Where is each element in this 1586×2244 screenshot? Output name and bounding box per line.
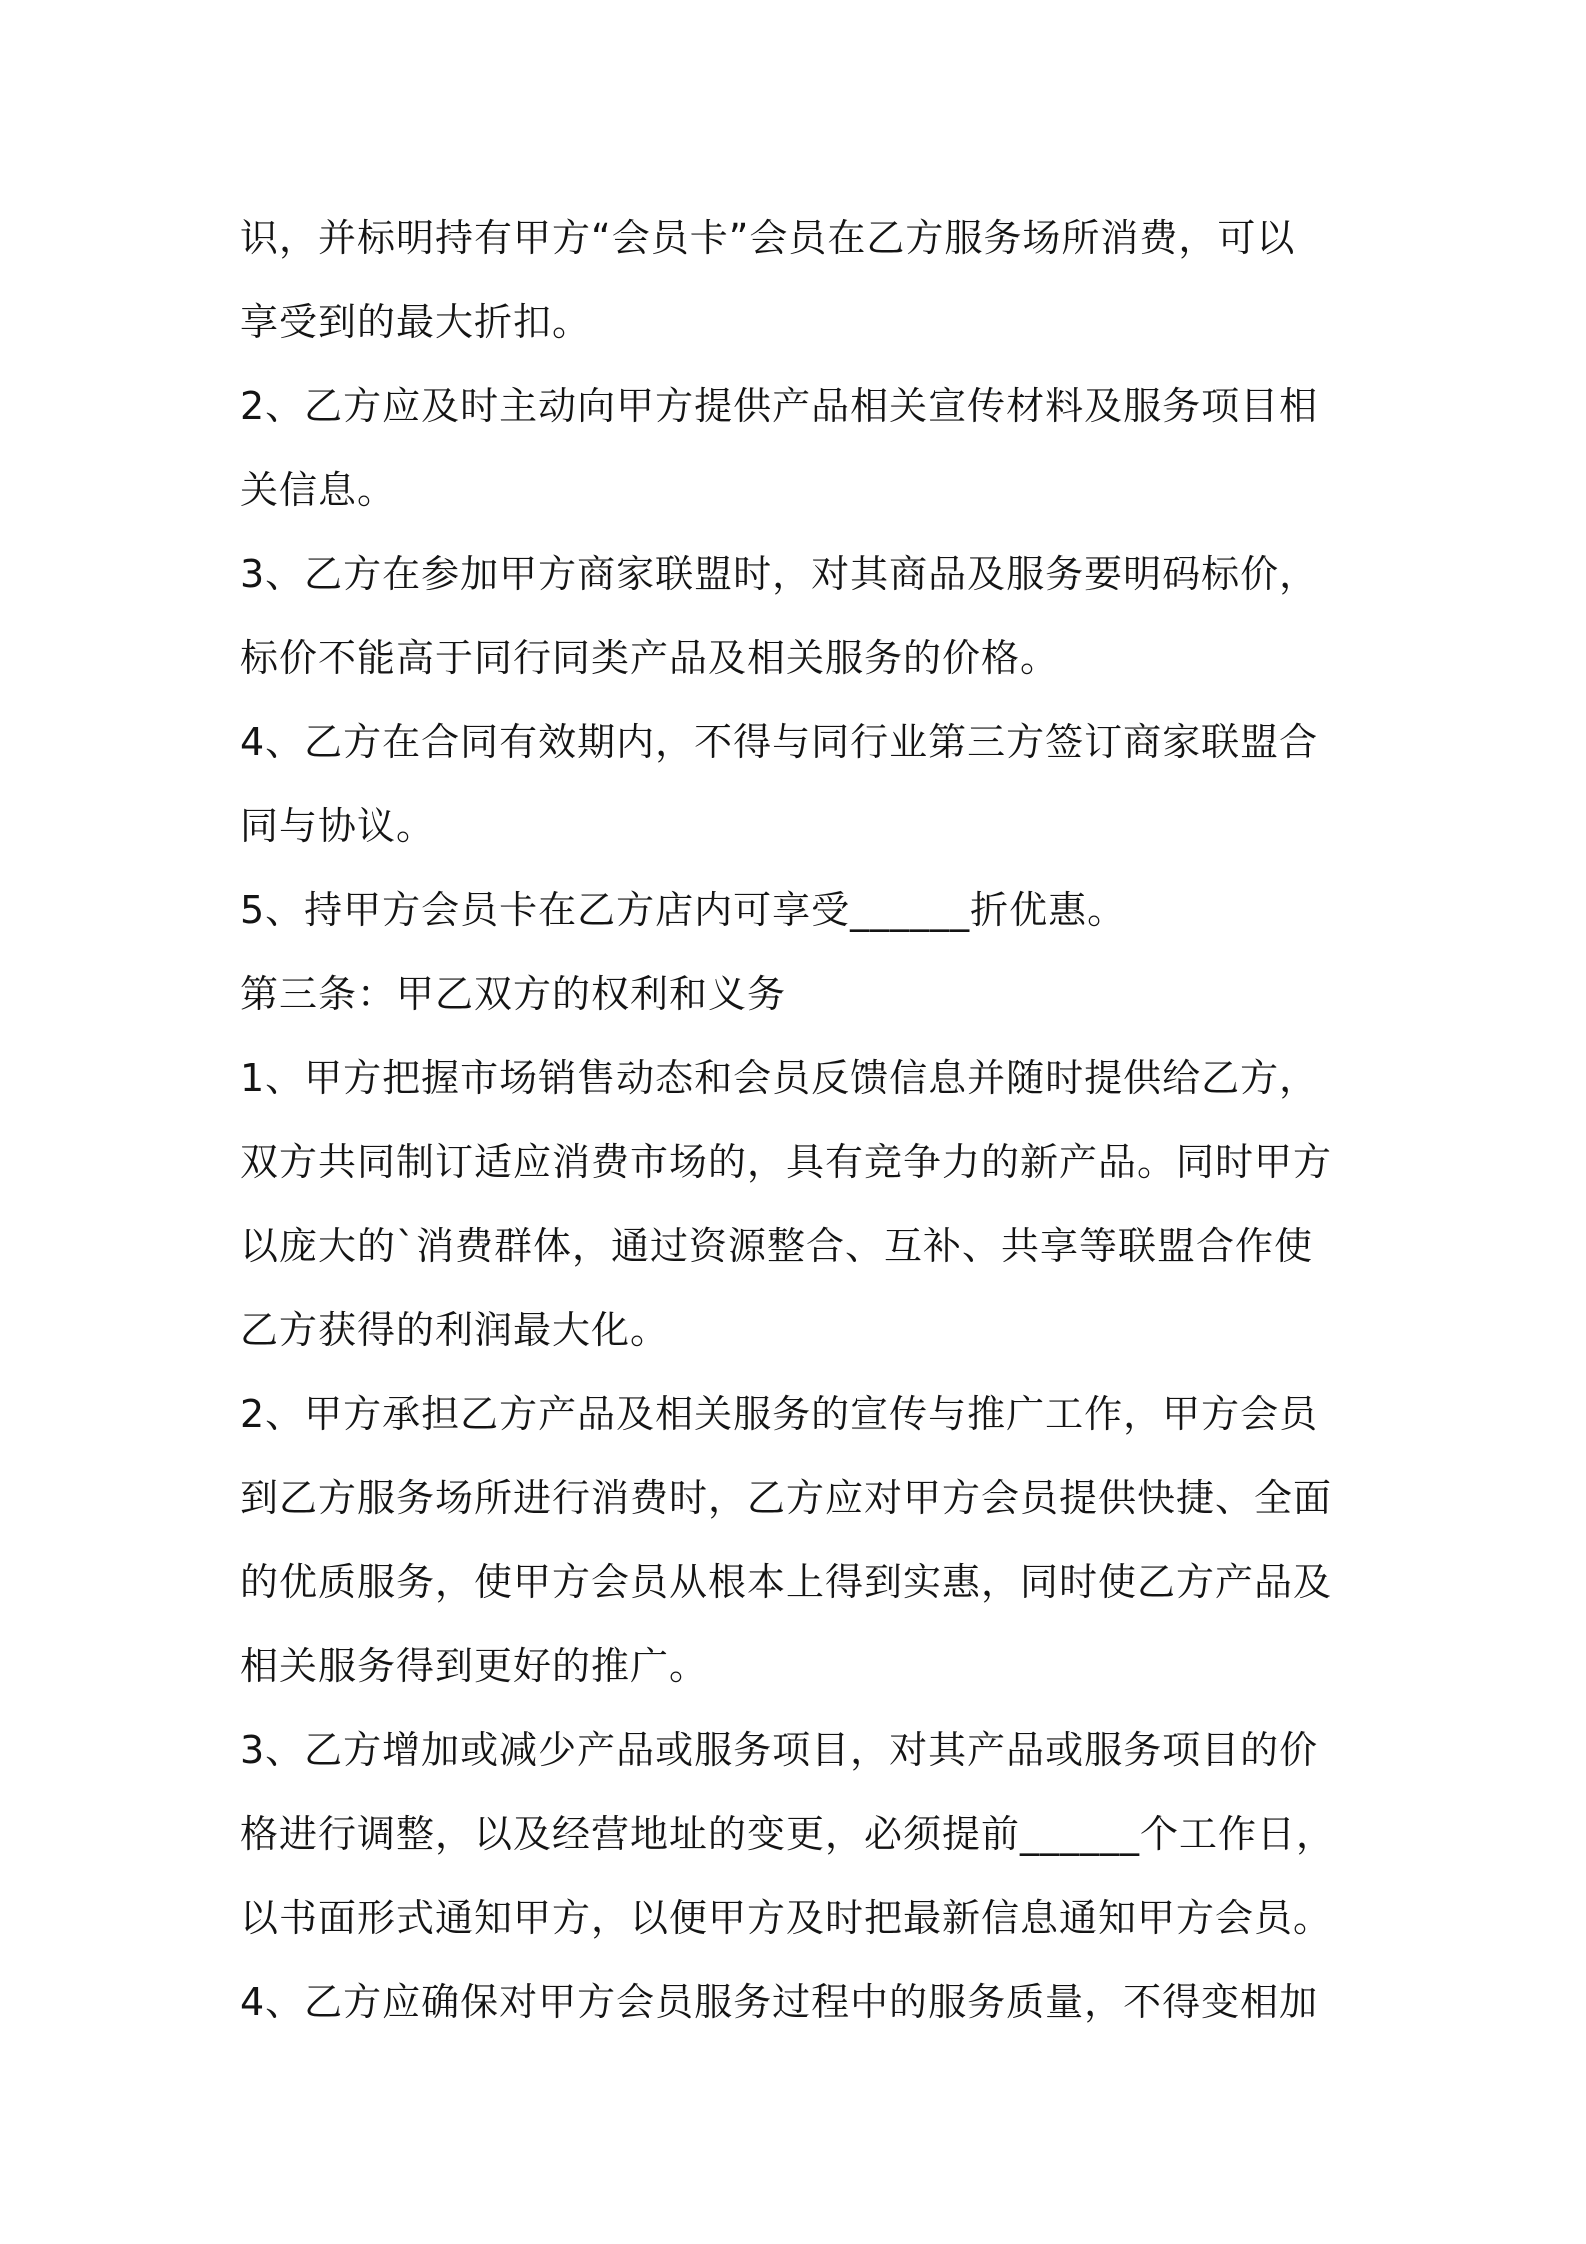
text-line: 到乙方服务场所进行消费时，乙方应对甲方会员提供快捷、全面	[240, 1476, 1333, 1520]
text-line: 识，并标明持有甲方“会员卡”会员在乙方服务场所消费，可以	[240, 216, 1296, 260]
list-item-5: 5、持甲方会员卡在乙方店内可享受______折优惠。	[240, 888, 1127, 932]
list-item-4: 4、乙方在合同有效期内，不得与同行业第三方签订商家联盟合	[240, 720, 1319, 764]
list-item-4: 4、乙方应确保对甲方会员服务过程中的服务质量，不得变相加	[240, 1980, 1319, 2024]
document-body	[240, 196, 1350, 2044]
text-line: 相关服务得到更好的推广。	[240, 1644, 709, 1688]
list-item-2: 2、乙方应及时主动向甲方提供产品相关宣传材料及服务项目相	[240, 384, 1319, 428]
text-line: 格进行调整，以及经营地址的变更，必须提前______个工作日，	[240, 1812, 1336, 1856]
text-line: 以书面形式通知甲方，以便甲方及时把最新信息通知甲方会员。	[240, 1896, 1333, 1940]
text-line: 同与协议。	[240, 804, 436, 848]
text-line: 关信息。	[240, 468, 397, 512]
list-item-3: 3、乙方增加或减少产品或服务项目，对其产品或服务项目的价	[240, 1728, 1319, 1772]
text-line: 的优质服务，使甲方会员从根本上得到实惠，同时使乙方产品及	[240, 1560, 1333, 1604]
text-line: 乙方获得的利润最大化。	[240, 1308, 670, 1352]
list-item-1: 1、甲方把握市场销售动态和会员反馈信息并随时提供给乙方，	[240, 1056, 1319, 1100]
list-item-3: 3、乙方在参加甲方商家联盟时，对其商品及服务要明码标价，	[240, 552, 1319, 596]
text-line: 享受到的最大折扣。	[240, 300, 592, 344]
text-line: 以庞大的`消费群体，通过资源整合、互补、共享等联盟合作使	[240, 1224, 1314, 1268]
text-line: 标价不能高于同行同类产品及相关服务的价格。	[240, 636, 1060, 680]
text-line: 双方共同制订适应消费市场的，具有竞争力的新产品。同时甲方	[240, 1140, 1333, 1184]
section-heading: 第三条：甲乙双方的权利和义务	[240, 972, 787, 1016]
list-item-2: 2、甲方承担乙方产品及相关服务的宣传与推广工作，甲方会员	[240, 1392, 1319, 1436]
